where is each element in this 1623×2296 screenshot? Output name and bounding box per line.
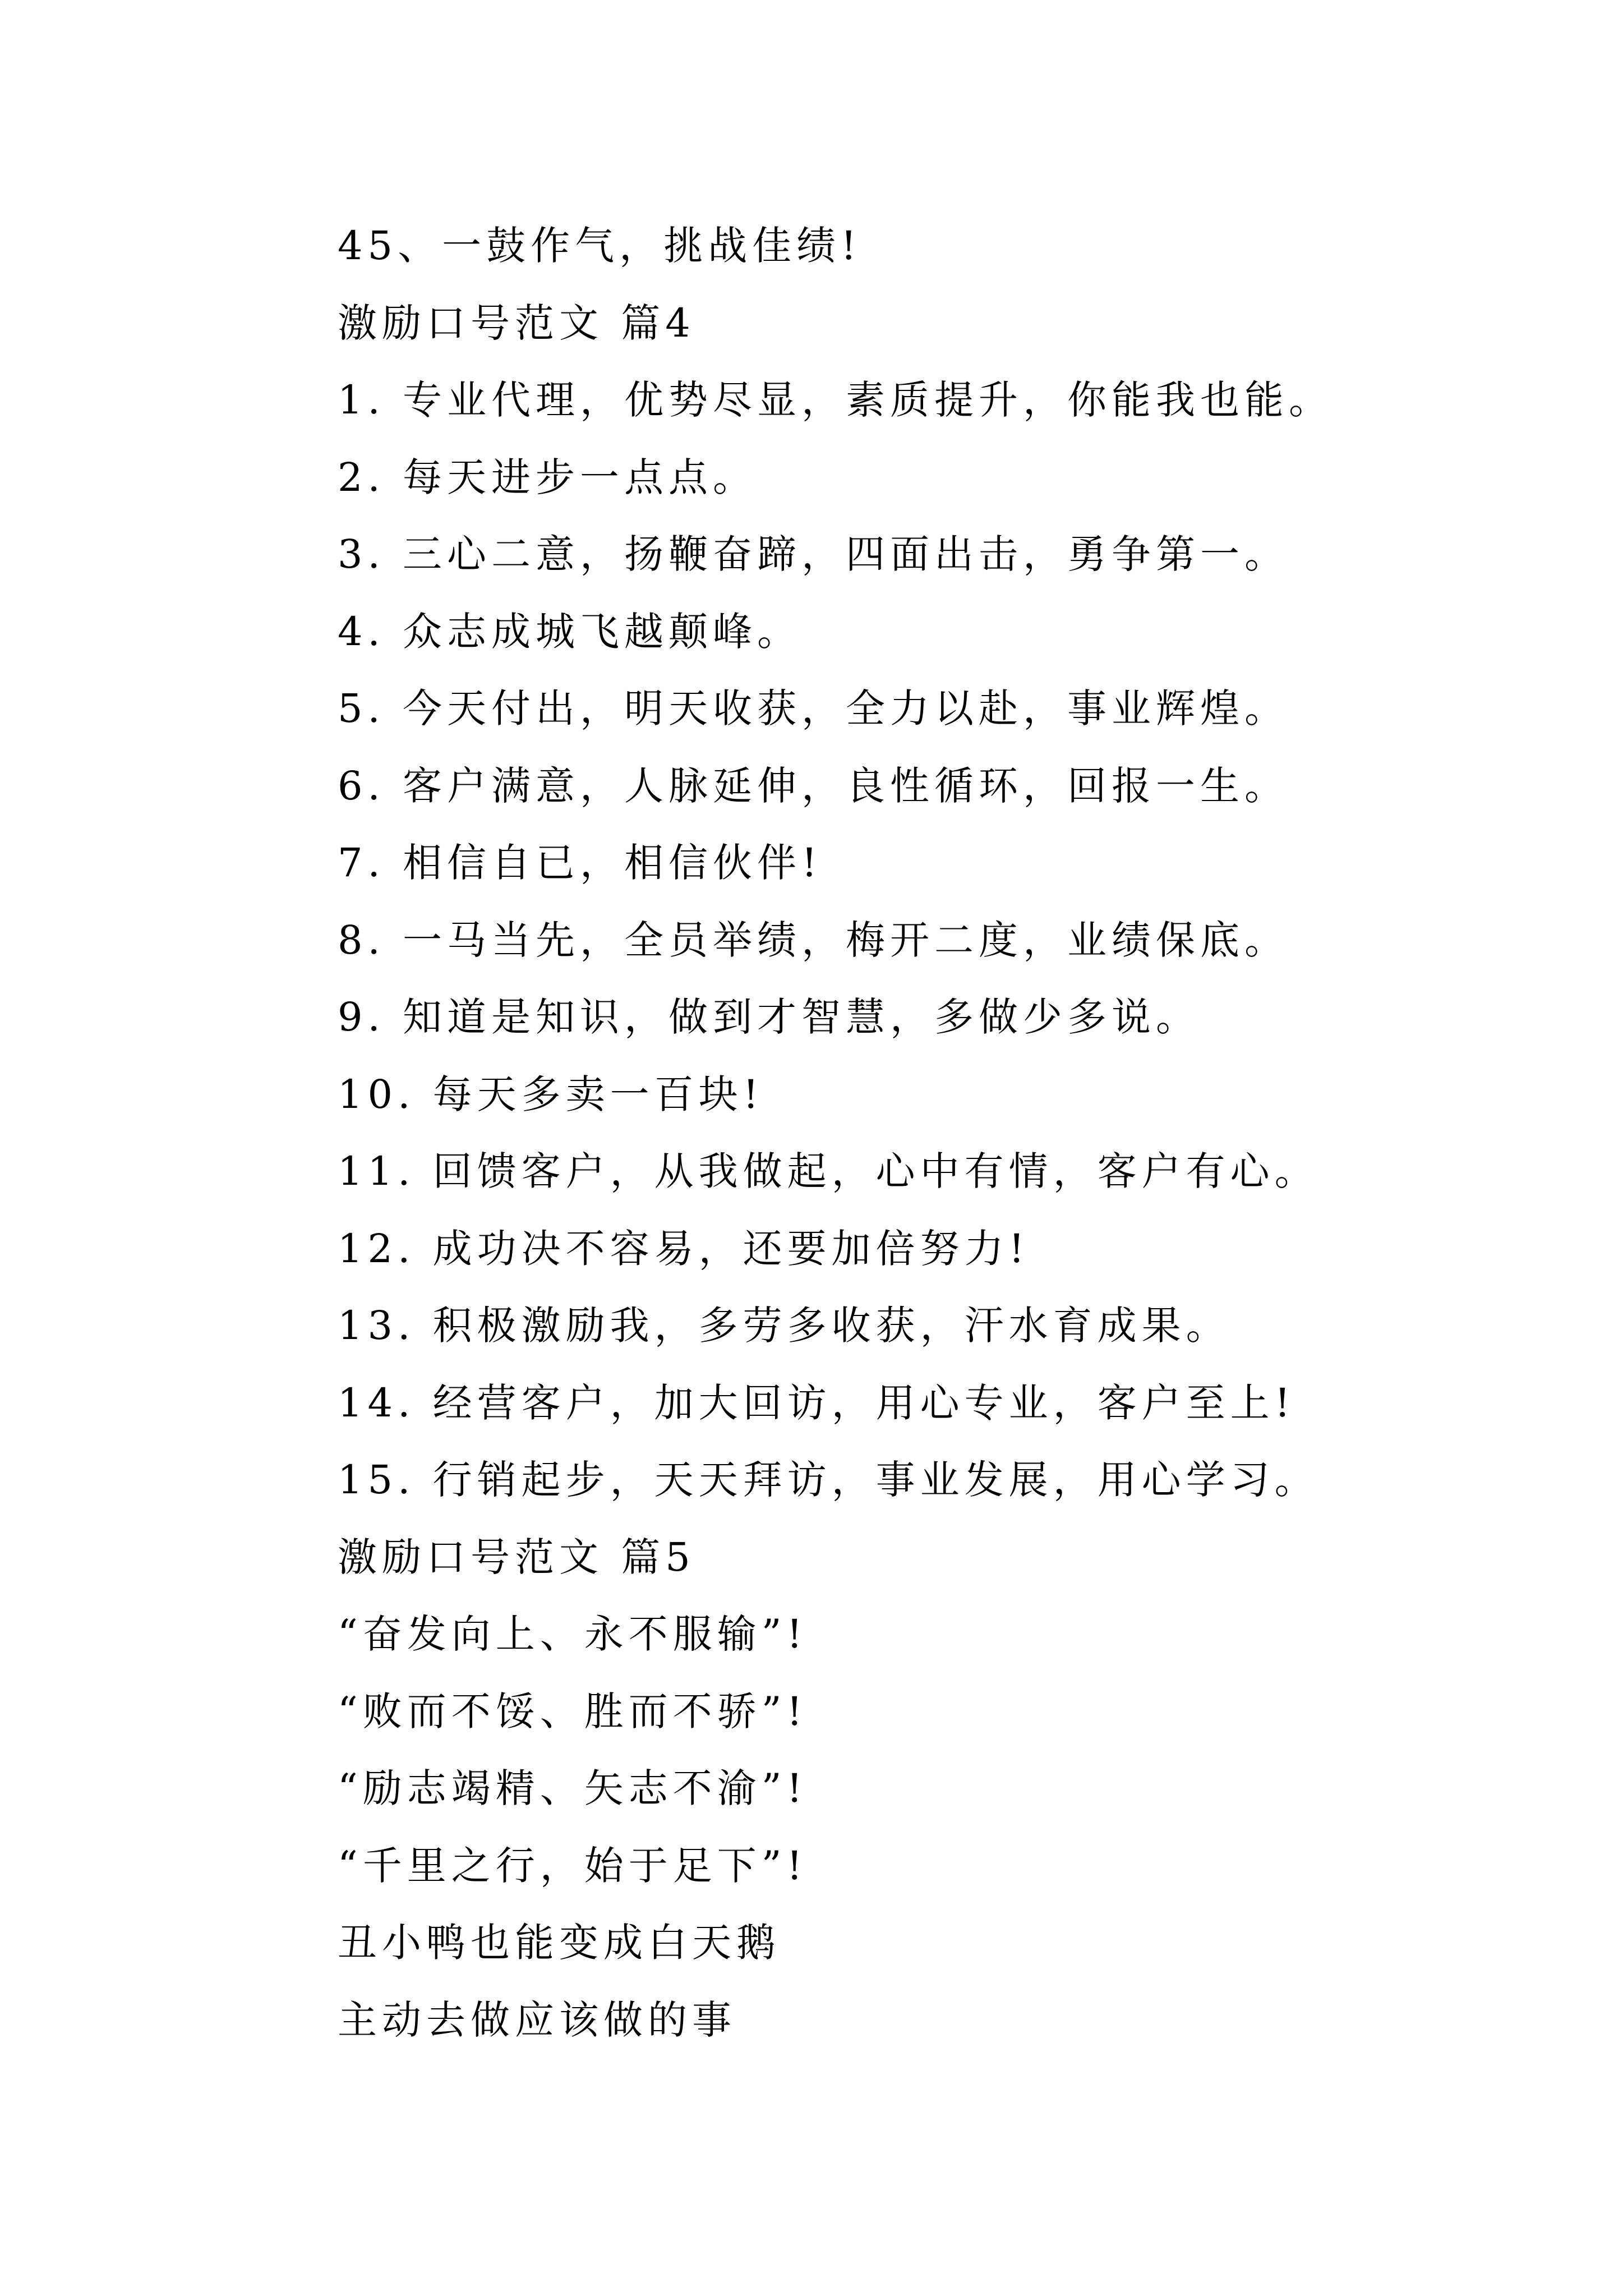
document-body: [338, 208, 1571, 2059]
slogan-line: 丑小鸭也能变成白天鹅: [338, 1920, 781, 1966]
slogan-line: 14. 经营客户，加大回访，用心专业，客户至上!: [338, 1379, 1295, 1426]
slogan-line: 7. 相信自已，相信伙伴!: [338, 840, 823, 886]
slogan-line: “奋发向上、永不服输”!: [338, 1611, 808, 1657]
slogan-line: 10. 每天多卖一百块!: [338, 1071, 764, 1117]
slogan-line: 13. 积极激励我，多劳多收获，汗水育成果。: [338, 1303, 1230, 1349]
section-heading: 激励口号范文 篇4: [338, 300, 695, 346]
section-heading: 激励口号范文 篇5: [338, 1534, 695, 1580]
slogan-line: 45、一鼓作气，挑战佳绩!: [338, 223, 862, 269]
slogan-line: “励志竭精、矢志不渝”!: [338, 1765, 808, 1811]
slogan-line: 5. 今天付出，明天收获，全力以赴，事业辉煌。: [338, 685, 1289, 731]
slogan-line: 12. 成功决不容易，还要加倍努力!: [338, 1225, 1030, 1272]
slogan-line: 8. 一马当先，全员举绩，梅开二度，业绩保底。: [338, 917, 1289, 963]
slogan-line: “千里之行，始于足下”!: [338, 1842, 808, 1889]
slogan-line: 15. 行销起步，天天拜访，事业发展，用心学习。: [338, 1457, 1319, 1503]
slogan-line: 6. 客户满意，人脉延伸，良性循环，回报一生。: [338, 762, 1289, 809]
slogan-line: 11. 回馈客户，从我做起，心中有情，客户有心。: [338, 1148, 1319, 1194]
slogan-line: 9. 知道是知识，做到才智慧，多做少多说。: [338, 994, 1201, 1040]
slogan-line: 1. 专业代理，优势尽显，素质提升，你能我也能。: [338, 377, 1334, 423]
slogan-line: “败而不馁、胜而不骄”!: [338, 1688, 808, 1734]
slogan-line: 3. 三心二意，扬鞭奋蹄，四面出击，勇争第一。: [338, 531, 1289, 577]
slogan-line: 2. 每天进步一点点。: [338, 454, 758, 500]
slogan-line: 4. 众志成城飞越颠峰。: [338, 608, 802, 655]
slogan-line: 主动去做应该做的事: [338, 1996, 736, 2043]
